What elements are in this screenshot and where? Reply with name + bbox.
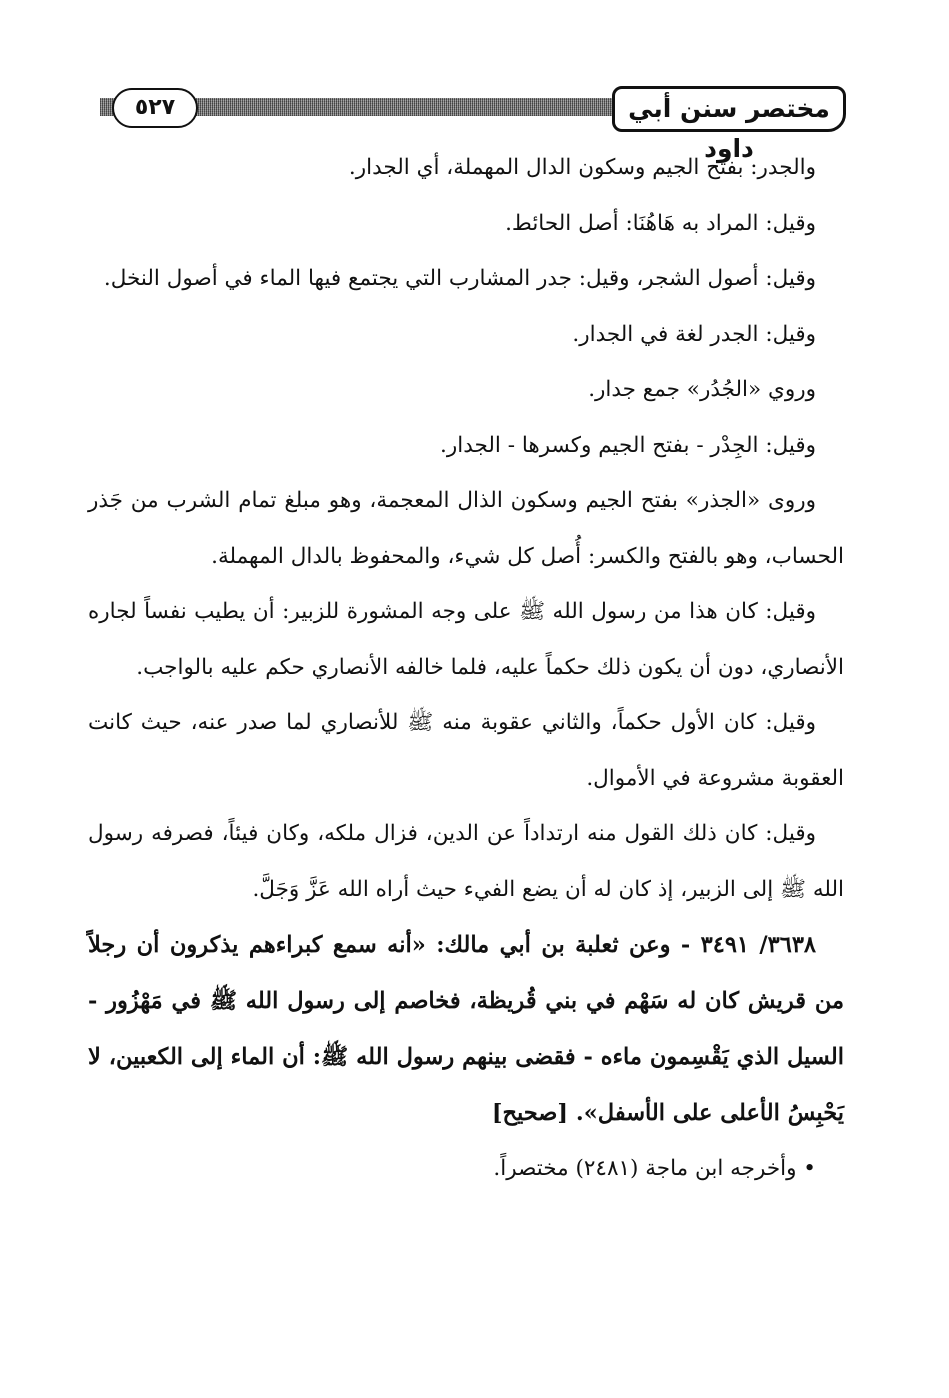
paragraph: والجدر: بفتح الجيم وسكون الدال المهملة، أي الجدار.: [348, 155, 816, 180]
page-number: ٥٢٧: [112, 88, 198, 128]
page-header: [100, 86, 846, 163]
paragraph: وقيل: الجِدْر - بفتح الجيم وكسرها - الجدار.: [440, 432, 816, 458]
paragraph: وقيل: كان ذلك القول منه ارتداداً عن الدين، فزال ملكه، وكان فيئاً، فصرفه رسول الله ﷺ إلى الزبير، إذ كان له أن يضع الفيء حيث أراه الله عَزَّ وَجَلَّ.: [88, 821, 844, 902]
paragraph: وقيل: أصول الشجر، وقيل: جدر المشارب التي يجتمع فيها الماء في أصول النخل.: [103, 266, 816, 291]
book-title: مختصر سنن أبي داود: [612, 86, 846, 132]
paragraph: وروي «الجُدُر» جمع جدار.: [588, 377, 816, 402]
paragraph: وروى «الجذر» بفتح الجيم وسكون الذال المعجمة، وهو مبلغ تمام الشرب من جَذر الحساب، وهو بالفتح والكسر: أُصل كل شيء، والمحفوظ بالدال المهملة.: [88, 488, 844, 569]
takhrij-note: • وأخرجه ابن ماجة (٢٤٨١) مختصراً.: [493, 1156, 816, 1181]
hadith-text: ٣٦٣٨/ ٣٤٩١ - وعن ثعلبة بن أبي مالك: «أنه سمع كبراءهم يذكرون أن رجلاً من قريش كان له سَهْم في بني قُريظة، فخاصم إلى رسول الله ﷺ في مَهْزُور - السيل الذي يَقْسِمون ماءه - فقضى بينهم رسول الله ﷺ: أن الماء إلى الكعبين، لا يَحْبِسُ الأعلى على الأسفل». [صحيح]: [88, 932, 844, 1126]
page-body: [88, 140, 844, 1197]
paragraph: وقيل: الجدر لغة في الجدار.: [572, 321, 816, 347]
paragraph: وقيل: كان الأول حكماً، والثاني عقوبة منه ﷺ للأنصاري لما صدر عنه، حيث كانت العقوبة مشروعة في الأموال.: [88, 710, 844, 791]
paragraph: وقيل: كان هذا من رسول الله ﷺ على وجه المشورة للزبير: أن يطيب نفساً لجاره الأنصاري، دون أن يكون ذلك حكماً عليه، فلما خالفه الأنصاري حكم عليه بالواجب.: [88, 599, 844, 680]
paragraph: وقيل: المراد به هَاهُنَا: أصل الحائط.: [505, 210, 816, 236]
